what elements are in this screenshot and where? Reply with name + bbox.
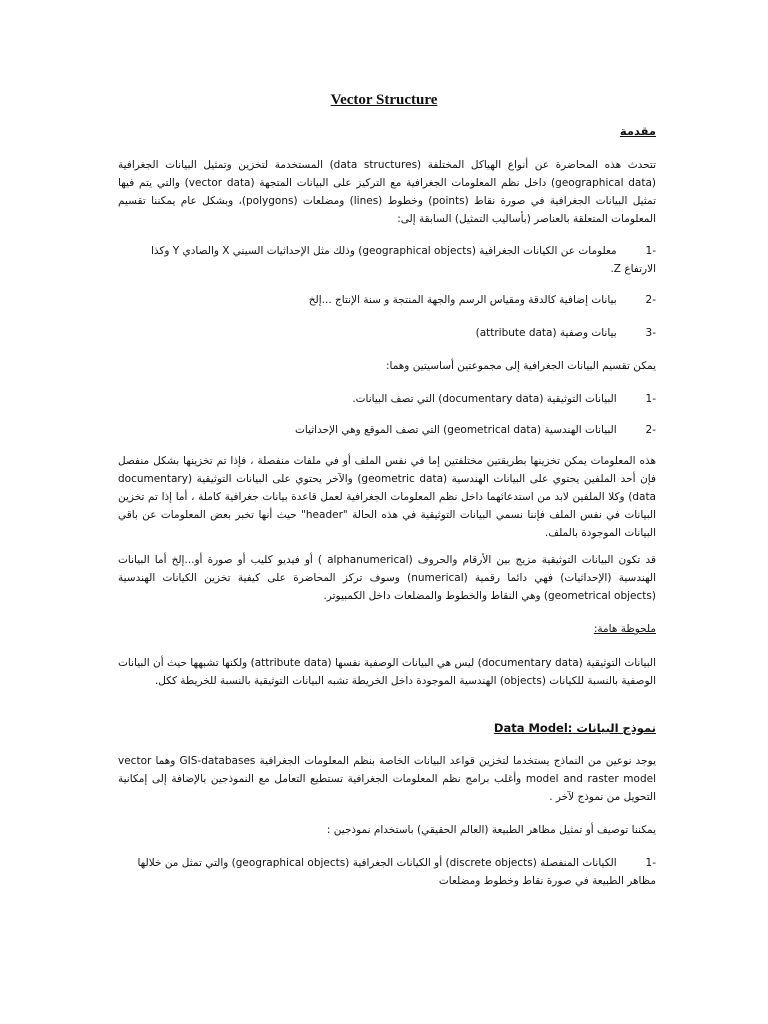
storage-paragraph: هذه المعلومات يمكن تخزينها بطريقتين مختلفتين إما في نفس الملف أو في ملفات منفصلة ، فإذا تم تخزينها بشكل منفصل فإن أحد الملفين يحتوي على البيانات الهندسية (geometric data) والآخر يحتوي على البيانات التوثيقية (documentary data) وكلا الملفين لابد من استدعائهما داخل نظم المعلومات الجغرافية لعمل قاعدة بيانات جغرافية كاملة ، أما إذا تم تخزين البيانات في نفس الملف فإننا نسمي البيانات التوثيقية في هذه الحالة "header" حيث أنها تخبر بعض المعلومات عن باقي البيانات الموجودة بالملف. bbox=[118, 455, 656, 539]
list-item: -1 معلومات عن الكيانات الجغرافية (geographical objects) وذلك مثل الإحداثيات السيني X والصادي Y وكذا الارتفاع Z. bbox=[150, 245, 656, 275]
list-item: -2 بيانات إضافية كالدقة ومقياس الرسم والجهة المنتجة و سنة الإنتاج ...إلخ bbox=[308, 294, 656, 306]
list-item: -1 الكيانات المنفصلة (discrete objects) أو الكيانات الجغرافية (geographical objects) والتي تمثل من خلالها مظاهر الطبيعة في صورة نقاط وخطوط ومضلعات bbox=[137, 857, 656, 887]
alpha-paragraph: قد تكون البيانات التوثيقية مزيج بين الأرقام والحروف (alphanumerical ) أو فيديو كليب أو صورة أو...إلخ أما البيانات الهندسية (الإحداثيات) فهي دائما رقمية (numerical) وسوف تركز المحاضرة على كيفية تخزين الكيانات الهندسية (geometrical objects) وهي النقاط والخطوط والمضلعات داخل الكمبيوتر. bbox=[118, 554, 656, 602]
model-paragraph: يوجد نوعين من النماذج يستخدما لتخزين قواعد البيانات الخاصة بنظم المعلومات الجغرافية GIS-databases وهما vector model and raster model وأغلب برامج نظم المعلومات الجغرافية تستطيع التعامل مع النموذجين بالإضافة إلى إمكانية التحويل من نموذج لآخر . bbox=[118, 755, 656, 803]
document-title: Vector Structure bbox=[330, 92, 438, 108]
describe-paragraph: يمكننا توصيف أو تمثيل مظاهر الطبيعة (العالم الحقيقي) باستخدام نموذجين : bbox=[326, 824, 656, 836]
intro-heading: مقدمة bbox=[619, 124, 656, 138]
list-item: -3 بيانات وصفية (attribute data) bbox=[475, 327, 656, 339]
note-paragraph: البيانات التوثيقية (documentary data) ليس هي البيانات الوصفية نفسها (attribute data) ولكنها تشبهها حيث أن البيانات الوصفية بالنسبة للكيانات (objects) الهندسية الموجودة داخل الخريطة تشبه البيانات التوثيقية بالنسبة للخريطة ككل. bbox=[118, 657, 656, 687]
list-item: -1 البيانات التوثيقية (documentary data) التي تصف البيانات. bbox=[352, 393, 656, 405]
model-heading: نموذج البيانات :Data Model bbox=[493, 721, 656, 735]
split-paragraph: يمكن تقسيم البيانات الجغرافية إلى مجموعتين أساسيتين وهما: bbox=[385, 360, 656, 372]
list-item: -2 البيانات الهندسية (geometrical data) التي تصف الموقع وهي الإحداثيات bbox=[294, 424, 656, 436]
note-heading: ملحوظة هامة: bbox=[593, 623, 656, 635]
intro-paragraph: تتحدث هذه المحاضرة عن أنواع الهياكل المختلفة (data structures) المستخدمة لتخزين وتمثيل البيانات الجغرافية (geographical data) داخل نظم المعلومات الجغرافية مع التركيز على البيانات المتجهة (vector data) والتي يتم فيها تمثيل البيانات الجغرافية في صورة نقاط (points) وخطوط (lines) ومضلعات (polygons)، وبشكل عام يمكننا تقسيم المعلومات المتعلقة بالعناصر (بأساليب التمثيل) السابقة إلى: bbox=[118, 159, 657, 225]
